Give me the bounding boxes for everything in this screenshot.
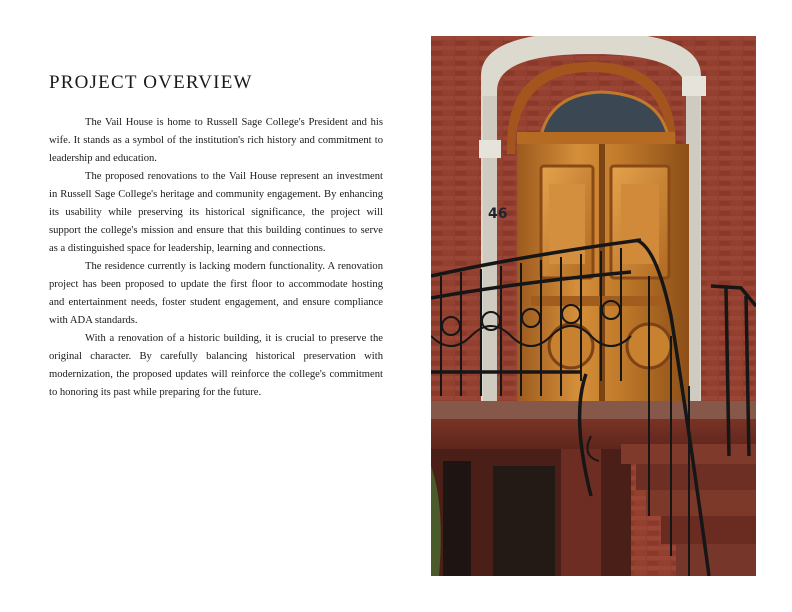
paragraph: The proposed renovations to the Vail House represent an investment in Russell Sage College's heritage and community engagement. By enhancing its usability while preserving its historical significance, the project will support the college's mission and ensure that this building continues to serve as a distinguished space for leadership, learning and connections. (49, 171, 383, 254)
vail-house-door-photo (431, 36, 756, 576)
page-title: PROJECT OVERVIEW (49, 72, 253, 93)
overview-text (49, 114, 383, 402)
house-number: 46 (488, 206, 508, 222)
paragraph: The residence currently is lacking modern functionality. A renovation project has been proposed to update the first floor to accommodate hosting and entertainment needs, foster student engagement, and ensure compliance with ADA standards. (49, 261, 383, 326)
paragraph: The Vail House is home to Russell Sage College's President and his wife. It stands as a symbol of the institution's rich history and commitment to leadership and education. (49, 117, 383, 164)
paragraph: With a renovation of a historic building, it is crucial to preserve the original character. By carefully balancing historical preservation with modernization, the proposed updates will reinforce the college's commitment to honoring its past while preparing for the future. (49, 333, 383, 398)
